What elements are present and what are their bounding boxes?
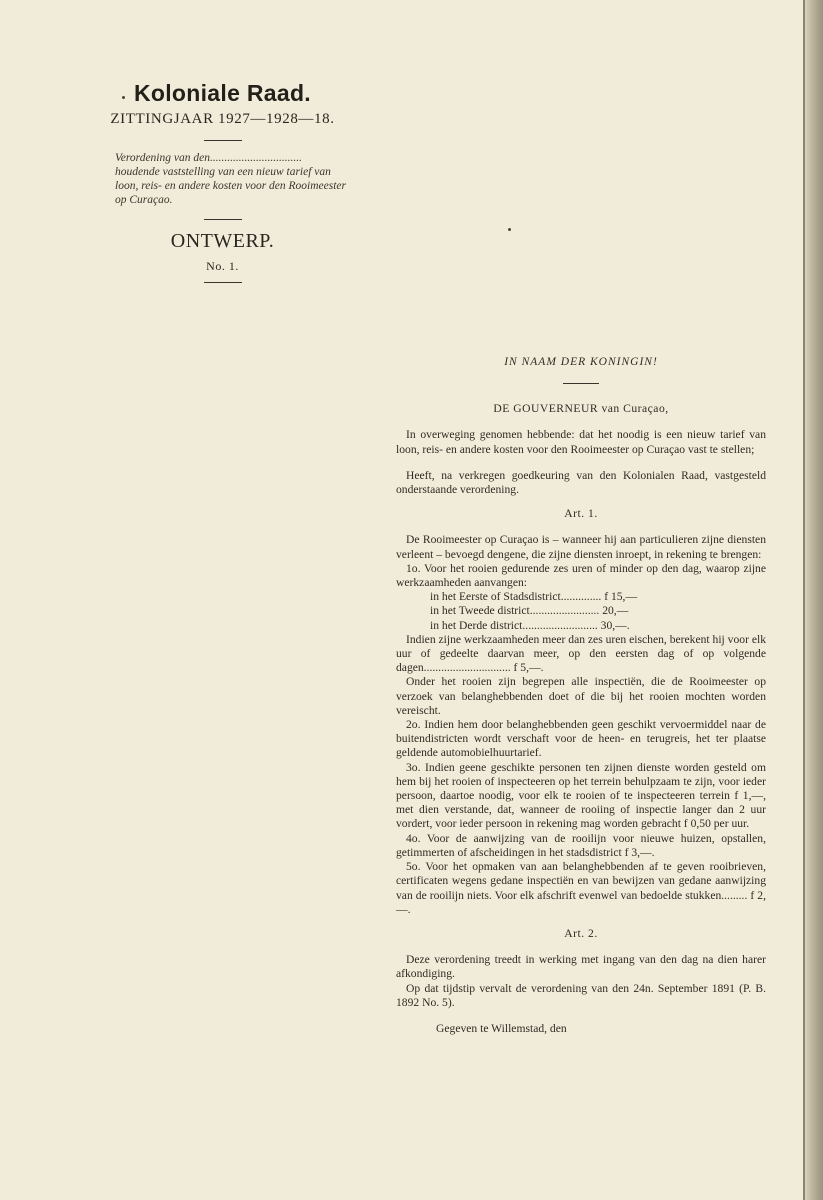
article-2-heading: Art. 2. — [564, 926, 598, 940]
tariff-district-1: in het Eerste of Stadsdistrict.............. f 15,— — [430, 590, 638, 604]
article-1-intro: De Rooimeester op Curaçao is – wanneer hij aan particulieren zijne diensten verleent – bevoegd dengene, die zijne diensten inroept, in rekening te brengen: — [396, 533, 766, 561]
council-title: Koloniale Raad. — [133, 80, 312, 106]
article-1-item-2: 2o. Indien hem door belanghebbenden geen geschikt vervoermiddel naar de buitendistricten wordt verschaft voor de heen- en terugreis, het ter plaatse geldende automobielhuurtarief. — [396, 718, 766, 760]
article-2-repeal: Op dat tijdstip vervalt de verordening van den 24n. September 1891 (P. B. 1892 No. 5). — [396, 981, 766, 1009]
divider — [204, 219, 242, 220]
divider — [204, 140, 242, 141]
page-edge — [805, 0, 823, 1200]
session-year: ZITTINGJAAR 1927—1928—18. — [110, 111, 335, 127]
given-at: Gegeven te Willemstad, den — [436, 1021, 567, 1035]
article-1-item-4: 4o. Voor de aanwijzing van de rooilijn voor nieuwe huizen, opstallen, getimmerten of afscheidingen in het stadsdistrict f 3,—. — [396, 831, 766, 859]
governor-heading: DE GOUVERNEUR van Curaçao, — [493, 402, 669, 416]
ordinance-body — [396, 355, 766, 1036]
document-header — [95, 80, 350, 293]
article-2-text: Deze verordening treedt in werking met ingang van den dag na dien harer afkondiging. — [396, 953, 766, 981]
article-1-item-1-note: Onder het rooien zijn begrepen alle inspectiën, die de Rooimeester op verzoek van belanghebbenden doet of die bij het rooien mochten worden vereischt. — [396, 675, 766, 717]
article-1-heading: Art. 1. — [564, 507, 598, 521]
tariff-district-3: in het Derde district.......................... 30,—. — [430, 618, 630, 632]
article-1-item-3: 3o. Indien geene geschikte personen ten zijnen dienste worden gesteld om hem bij het rooien of inspecteeren op het terrein behulpzaam te zijn, voor ieder persoon, daartoe noodig, voor elk te rooien of te inspecteeren terrein f 1,—, met dien verstande, dat, wanneer de rooiing of inspectie langer dan 2 uur vordert, voor ieder persoon in rekening mag worden gebracht f 0,50 per uur. — [396, 760, 766, 831]
article-1-item-1-extra: Indien zijne werkzaamheden meer dan zes uren eischen, berekent hij voor elk uur of gedeelte daarvan meer, op den eersten dag of op volgende dagen.............................. f 5,—. — [396, 632, 766, 675]
article-1-item-5: 5o. Voor het opmaken van aan belanghebbenden af te geven rooibrieven, certificaten wegens gedane inspectiën en van bewijzen van gedane aanwijzing van de rooilijn niets. Voor elk afschrift evenwel van bedoelde stukken......... f 2,—. — [396, 860, 766, 916]
tariff-district-2: in het Tweede district........................ 20,— — [430, 604, 629, 618]
ink-speck — [508, 228, 511, 231]
draft-label: ONTWERP. — [170, 230, 275, 252]
considering-clause: In overweging genomen hebbende: dat het noodig is een nieuw tarief van loon, reis- en andere kosten voor den Rooimeester op Curaçao vast te stellen; — [396, 428, 766, 456]
divider — [563, 383, 599, 384]
document-number: No. 1. — [206, 259, 239, 273]
approval-clause: Heeft, na verkregen goedkeuring van den Kolonialen Raad, vastgesteld onderstaande verordening. — [396, 468, 766, 497]
ordinance-title: Verordening van den................................ houdende vaststelling van een nieuw tarief van loon, reis- en andere kosten voor den Rooimeester op Curaçao. — [115, 152, 347, 206]
invocation: IN NAAM DER KONINGIN! — [504, 356, 658, 368]
article-1-item-1: 1o. Voor het rooien gedurende zes uren of minder op den dag, waarop zijne werkzaamheden aanvangen: — [396, 561, 766, 590]
divider — [204, 282, 242, 283]
